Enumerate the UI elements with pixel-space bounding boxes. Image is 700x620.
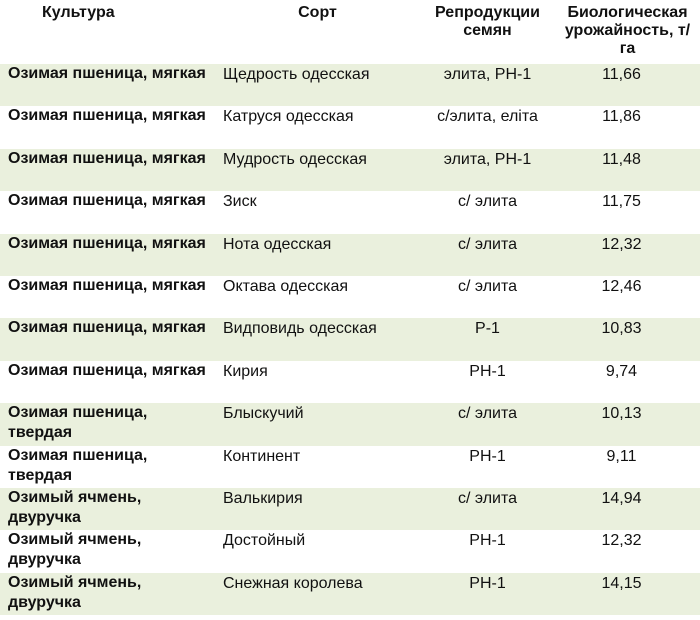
- cell-yield: 9,11: [555, 446, 700, 488]
- cell-culture: Озимая пшеница, мягкая: [0, 64, 215, 106]
- cell-yield: 11,75: [555, 191, 700, 233]
- header-reproduction: Репродукции семян: [435, 4, 540, 39]
- table-row: [0, 530, 700, 572]
- cell-yield: 11,86: [555, 106, 700, 148]
- cell-variety: Валькирия: [215, 488, 420, 530]
- table-row: [0, 488, 700, 530]
- table-row: [0, 403, 700, 445]
- cell-variety: Достойный: [215, 530, 420, 572]
- cell-variety: Октава одесская: [215, 276, 420, 318]
- cell-yield: 11,66: [555, 64, 700, 106]
- cell-variety: Снежная королева: [215, 573, 420, 615]
- header-yield: Биологическая урожайность, т/га: [564, 4, 691, 57]
- cell-reproduction: с/элита, еліта: [420, 106, 555, 148]
- cell-variety: Щедрость одесская: [215, 64, 420, 106]
- cell-variety: Кирия: [215, 361, 420, 403]
- cell-reproduction: элита, РН-1: [420, 149, 555, 191]
- cell-reproduction: с/ элита: [420, 234, 555, 276]
- cell-yield: 14,94: [555, 488, 700, 530]
- cell-culture: Озимая пшеница, твердая: [0, 403, 215, 445]
- cell-culture: Озимая пшеница, мягкая: [0, 318, 215, 360]
- table-row: [0, 234, 700, 276]
- cell-reproduction: РН-1: [420, 573, 555, 615]
- cell-yield: 12,46: [555, 276, 700, 318]
- table-row: [0, 106, 700, 148]
- header-culture: Культура: [42, 4, 115, 21]
- cell-culture: Озимая пшеница, мягкая: [0, 234, 215, 276]
- cell-yield: 14,15: [555, 573, 700, 615]
- cell-reproduction: Р-1: [420, 318, 555, 360]
- cell-reproduction: с/ элита: [420, 191, 555, 233]
- cell-reproduction: с/ элита: [420, 488, 555, 530]
- header-row: [0, 0, 700, 64]
- cell-variety: Блыскучий: [215, 403, 420, 445]
- cell-variety: Континент: [215, 446, 420, 488]
- table-row: [0, 446, 700, 488]
- cell-yield: 12,32: [555, 234, 700, 276]
- cell-culture: Озимая пшеница, мягкая: [0, 149, 215, 191]
- cell-variety: Катруся одесская: [215, 106, 420, 148]
- cell-culture: Озимая пшеница, мягкая: [0, 361, 215, 403]
- cell-culture: Озимая пшеница, мягкая: [0, 191, 215, 233]
- cell-culture: Озимый ячмень, двуручка: [0, 530, 215, 572]
- table-header: [0, 0, 700, 64]
- cell-reproduction: элита, РН-1: [420, 64, 555, 106]
- table-row: [0, 361, 700, 403]
- table-row: [0, 318, 700, 360]
- cell-culture: Озимая пшеница, мягкая: [0, 276, 215, 318]
- cell-reproduction: РН-1: [420, 446, 555, 488]
- cell-culture: Озимая пшеница, мягкая: [0, 106, 215, 148]
- cell-variety: Мудрость одесская: [215, 149, 420, 191]
- cell-reproduction: РН-1: [420, 530, 555, 572]
- cell-culture: Озимый ячмень, двуручка: [0, 573, 215, 615]
- cell-culture: Озимая пшеница, твердая: [0, 446, 215, 488]
- table-row: [0, 64, 700, 106]
- cell-variety: Нота одесская: [215, 234, 420, 276]
- cell-variety: Зиск: [215, 191, 420, 233]
- header-variety: Сорт: [298, 4, 337, 21]
- table-row: [0, 149, 700, 191]
- table-body: [0, 64, 700, 615]
- table-row: [0, 191, 700, 233]
- cell-culture: Озимый ячмень, двуручка: [0, 488, 215, 530]
- cell-reproduction: РН-1: [420, 361, 555, 403]
- cell-yield: 9,74: [555, 361, 700, 403]
- cell-yield: 10,83: [555, 318, 700, 360]
- cell-yield: 12,32: [555, 530, 700, 572]
- table-row: [0, 573, 700, 615]
- table-row: [0, 276, 700, 318]
- cell-reproduction: с/ элита: [420, 276, 555, 318]
- cell-variety: Видповидь одесская: [215, 318, 420, 360]
- cell-yield: 10,13: [555, 403, 700, 445]
- cell-yield: 11,48: [555, 149, 700, 191]
- cell-reproduction: с/ элита: [420, 403, 555, 445]
